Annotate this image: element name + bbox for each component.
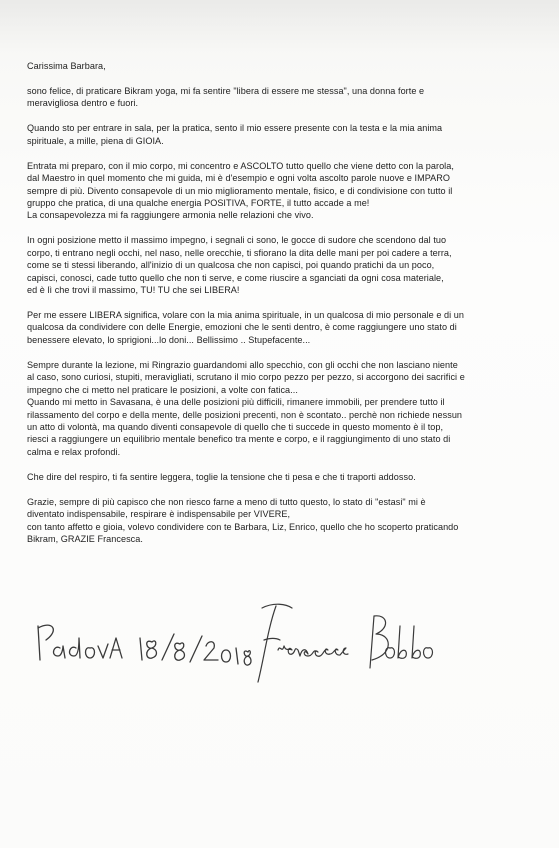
text-line: dal Maestro in quel momento che mi guida, mi è d'esempio e ogni volta ascolto parole nuove e IMPARO	[27, 173, 451, 184]
paragraph	[27, 122, 542, 147]
text-line: al caso, sono curiosi, stupiti, meravigliati, scrutano il mio corpo pezzo per pezzo, si accorgono dei sacrifici e	[27, 372, 465, 383]
place-date-handwriting	[38, 625, 251, 665]
paragraph	[27, 471, 542, 483]
text-line: La consapevolezza mi fa raggiungere armonia nelle relazioni che vivo.	[27, 210, 314, 221]
text-line: Quando mi metto in Savasana, è una delle posizioni più difficili, rimanere immobili, per prendere tutto il	[27, 397, 445, 408]
text-line: un atto di volontà, ma quando diventi consapevole di quello che ti succede in questo momento è il top,	[27, 421, 444, 432]
text-line: ed è lì che trovi il massimo, TU! TU che sei LIBERA!	[27, 285, 240, 296]
paragraph	[27, 496, 542, 546]
text-line: gruppo che pratica, di una qualche energia POSITIVA, FORTE, il tutto accade a me!	[27, 198, 370, 209]
text-line: Entrata mi preparo, con il mio corpo, mi concentro e ASCOLTO tutto quello che viene detto con la parola,	[27, 160, 454, 171]
text-line: con tanto affetto e gioia, volevo condividere con te Barbara, Liz, Enrico, quello che ho scoperto praticando	[27, 521, 459, 532]
text-line: sempre di più. Divento consapevole di un mio miglioramento mentale, fisico, e di condivisione con tutto il	[27, 185, 453, 196]
paragraph	[27, 359, 542, 458]
text-line: In ogni posizione metto il massimo impegno, i segnali ci sono, le gocce di sudore che scendono dal tuo	[27, 235, 447, 246]
paragraph	[27, 309, 542, 346]
text-line: Per me essere LIBERA significa, volare con la mia anima spirituale, in un qualcosa di mio personale e di un	[27, 310, 465, 321]
text-line: Grazie, sempre di più capisco che non riesco farne a meno di tutto questo, lo stato di "estasi" mi è	[27, 496, 426, 507]
paragraph	[27, 234, 542, 296]
paragraph	[27, 85, 542, 110]
text-line: corpo, ti entrano negli occhi, nel naso, nelle orecchie, ti sfiorano la dita delle mani per poi cadere a terra,	[27, 247, 452, 258]
paragraphs	[27, 85, 542, 545]
text-line: qualcosa da condividere con delle Energie, emozioni che le senti dentro, è come raggiungere uno stato di	[27, 322, 457, 333]
letter-body	[27, 60, 542, 558]
text-line: sono felice, di praticare Bikram yoga, mi fa sentire "libera di essere me stessa", una donna forte e	[27, 86, 425, 96]
text-line: riesci a raggiungere un equilibrio mentale benefico tra mente e corpo, e il raggiungimento di uno stato di	[27, 434, 451, 445]
text-line: impegno che ci metto nel praticare le posizioni, a volte con fatica...	[27, 384, 298, 395]
text-line: rilassamento del corpo e della mente, delle posizioni precenti, non è scontato.. perchè non richiede nessun	[27, 409, 463, 420]
paragraph	[27, 160, 542, 222]
handwriting-svg	[30, 598, 450, 688]
text-line: calma e relax profondi.	[27, 446, 121, 457]
text-line: Bikram, GRAZIE Francesca.	[27, 533, 143, 544]
greeting: Carissima Barbara,	[27, 61, 106, 71]
text-line: capisci, conosci, cade tutto quello che non ti serve, e come riuscire a sganciati da ogni cosa materiale,	[27, 272, 444, 283]
text-line: Quando sto per entrare in sala, per la pratica, sento il mio essere presente con la testa e la mia anima	[27, 123, 443, 134]
text-line: Che dire del respiro, ti fa sentire leggera, toglie la tensione che ti pesa e che ti traporti addosso.	[27, 471, 416, 482]
text-line: meravigliosa dentro e fuori.	[27, 98, 139, 109]
handwritten-signature-block	[30, 598, 450, 688]
text-line: Sempre durante la lezione, mi Ringrazio guardandomi allo specchio, con gli occhi che non lasciano niente	[27, 359, 458, 370]
text-line: diventato indispensabile, respirare è indispensabile per VIVERE,	[27, 509, 291, 520]
paper-shadow	[0, 0, 559, 55]
signature-handwriting	[258, 604, 433, 682]
text-line: come se ti stessi liberando, all'inizio di un qualcosa che non capisci, poi quando pratichi da un poco,	[27, 260, 435, 271]
text-line: spirituale, a mille, piena di GIOIA.	[27, 135, 164, 146]
text-line: benessere elevato, lo sprigioni...lo doni... Bellissimo .. Stupefacente...	[27, 334, 311, 345]
